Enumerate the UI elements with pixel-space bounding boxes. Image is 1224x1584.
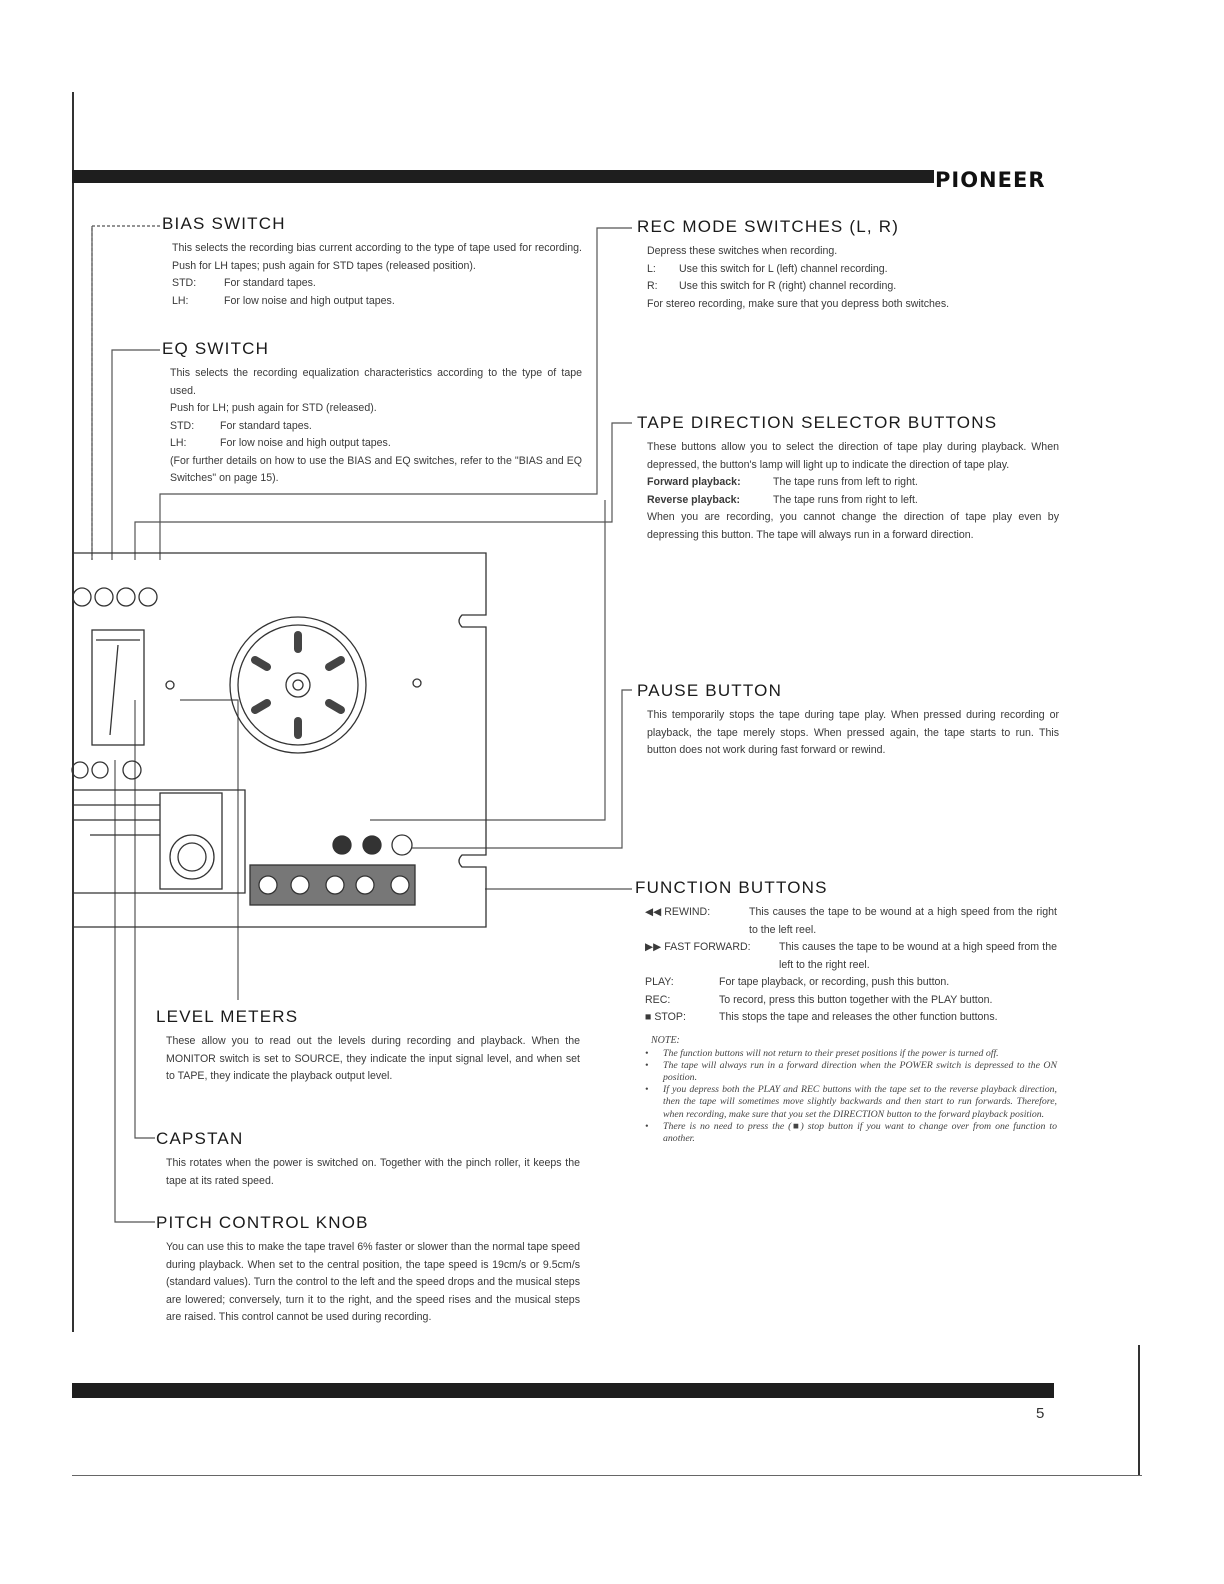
capstan-section: [156, 1129, 580, 1190]
tape-direction-text: These buttons allow you to select the direction of tape play during playback. When depressed, the button's lamp will light up to indicate the direction of tape play.: [647, 441, 1059, 471]
function-note-4: • There is no need to press the (■) stop button if you want to change over from one function to another.: [645, 1120, 1057, 1144]
pitch-section: [156, 1213, 580, 1327]
function-note-1: • The function buttons will not return to their preset positions if the power is turned off.: [645, 1047, 999, 1059]
function-title: FUNCTION BUTTONS: [635, 878, 828, 897]
pitch-title: PITCH CONTROL KNOB: [156, 1213, 369, 1232]
tape-direction-title: TAPE DIRECTION SELECTOR BUTTONS: [637, 413, 998, 432]
tape-direction-forward: Forward playback: The tape runs from left to right.: [647, 476, 918, 488]
level-meters-section: [156, 1007, 580, 1086]
pitch-text: You can use this to make the tape travel 6% faster or slower than the normal tape speed during playback. When set to the central position, the tape speed is 19cm/s or 9.5cm/s (standard values). Turn the control to the left and the speed drops and the musical steps are lowered; conversely, turn it to the right, and the speed rises and the musical steps are raised. This control cannot be used during recording.: [166, 1241, 580, 1323]
brand-logo: PIONEER: [935, 168, 1046, 192]
level-title: LEVEL METERS: [156, 1007, 299, 1026]
eq-text: This selects the recording equalization characteristics according to the type of tape used.: [170, 367, 582, 397]
eq-item-lh: LH: For low noise and high output tapes.: [170, 437, 391, 449]
level-text: These allow you to read out the levels during recording and playback. When the MONITOR switch is set to SOURCE, they indicate the input signal level, and when set to TAPE, they indicate the playback output level.: [166, 1035, 580, 1082]
tape-direction-reverse: Reverse playback: The tape runs from right to left.: [647, 493, 918, 506]
rec-mode-section: [637, 217, 1057, 313]
eq-switch-section: [162, 339, 582, 488]
function-rec: REC: To record, press this button together with the PLAY button.: [645, 993, 993, 1006]
function-play: PLAY: For tape playback, or recording, push this button.: [645, 976, 950, 988]
pause-section: [637, 681, 1059, 760]
rec-mode-title: REC MODE SWITCHES (L, R): [637, 217, 900, 236]
pause-text: This temporarily stops the tape during tape play. When pressed during recording or playback, the tape merely stops. When pressed again, the tape starts to run. This button does not work during fast forward or rewind.: [647, 709, 1059, 756]
tape-direction-text2: When you are recording, you cannot change the direction of tape play even by depressing this button. The tape will always run in a forward direction.: [647, 511, 1059, 541]
deck-illustration: [60, 545, 500, 935]
eq-further: (For further details on how to use the BIAS and EQ switches, refer to the "BIAS and EQ Switches" on page 15).: [170, 454, 582, 484]
bias-item-std: STD: For standard tapes.: [172, 277, 316, 289]
function-note-title: NOTE:: [651, 1034, 680, 1046]
tape-direction-section: [637, 413, 1059, 544]
eq-item-std: STD: For standard tapes.: [170, 419, 312, 432]
function-rewind: ◀◀ REWIND: This causes the tape to be wound at a high speed from the right to the left reel.: [645, 906, 1057, 936]
eq-push: Push for LH; push again for STD (released).: [170, 402, 377, 414]
function-note-2: • The tape will always run in a forward direction when the POWER switch is depressed to the ON position.: [645, 1059, 1057, 1083]
rec-mode-stereo: For stereo recording, make sure that you depress both switches.: [647, 297, 950, 310]
eq-title: EQ SWITCH: [162, 339, 270, 358]
bias-item-lh: LH: For low noise and high output tapes.: [172, 294, 395, 307]
bias-title: BIAS SWITCH: [162, 214, 286, 233]
rec-mode-item-l: L: Use this switch for L (left) channel recording.: [647, 262, 888, 275]
pause-title: PAUSE BUTTON: [637, 681, 783, 700]
page-number: 5: [1036, 1405, 1045, 1422]
rec-mode-intro: Depress these switches when recording.: [647, 245, 838, 257]
bias-switch-section: [162, 214, 582, 310]
capstan-title: CAPSTAN: [156, 1129, 244, 1148]
capstan-text: This rotates when the power is switched on. Together with the pinch roller, it keeps the tape at its rated speed.: [166, 1157, 580, 1187]
bias-text: This selects the recording bias current according to the type of tape used for recording. Push for LH tapes; push again for STD tapes (released position).: [172, 242, 582, 272]
function-stop: ■ STOP: This stops the tape and releases the other function buttons.: [645, 1011, 998, 1023]
function-section: [635, 878, 1057, 1145]
function-fast-forward: ▶▶ FAST FORWARD: This causes the tape to be wound at a high speed from the left to the right reel.: [645, 941, 1057, 971]
function-note-3: • If you depress both the PLAY and REC buttons with the tape set to the reverse playback direction, then the tape will sometimes move slightly backwards and then start to run forwards. Therefore, when recording, make sure that you set the DIRECTION button to the forward playback position.: [645, 1084, 1057, 1120]
rec-mode-item-r: R: Use this switch for R (right) channel recording.: [647, 280, 897, 292]
